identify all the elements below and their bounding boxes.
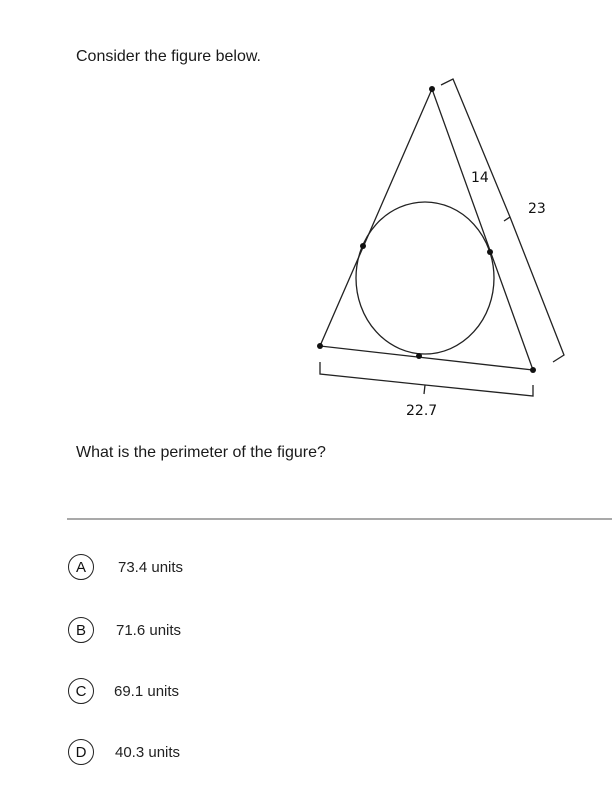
bottom-side-brace bbox=[320, 362, 533, 396]
option-c[interactable] bbox=[68, 677, 179, 705]
option-d[interactable] bbox=[68, 738, 180, 766]
vertex-bottom-left bbox=[317, 343, 323, 349]
option-a-letter: A bbox=[68, 554, 94, 580]
option-a[interactable] bbox=[68, 553, 183, 581]
right-side-label: 23 bbox=[528, 201, 546, 217]
vertex-top bbox=[429, 86, 435, 92]
option-b[interactable] bbox=[68, 616, 181, 644]
option-b-text: 71.6 units bbox=[116, 621, 182, 639]
question-intro: Consider the figure below. bbox=[76, 48, 261, 65]
option-d-letter: D bbox=[68, 739, 94, 765]
option-a-text: 73.4 units bbox=[118, 558, 184, 576]
question-text: What is the perimeter of the figure? bbox=[76, 444, 326, 461]
triangle bbox=[320, 89, 533, 370]
tangent-point-right bbox=[487, 249, 493, 255]
bottom-side-label: 22.7 bbox=[406, 403, 438, 419]
vertex-bottom-right bbox=[530, 367, 536, 373]
inscribed-circle bbox=[356, 202, 494, 354]
tangent-point-left bbox=[360, 243, 366, 249]
option-d-text: 40.3 units bbox=[115, 743, 181, 761]
divider bbox=[67, 518, 612, 520]
tangent-segment-label: 14 bbox=[471, 170, 489, 186]
tangent-point-bottom bbox=[416, 353, 422, 359]
option-c-letter: C bbox=[68, 678, 94, 704]
right-side-brace bbox=[441, 79, 564, 362]
option-b-letter: B bbox=[68, 617, 94, 643]
option-c-text: 69.1 units bbox=[114, 682, 180, 700]
